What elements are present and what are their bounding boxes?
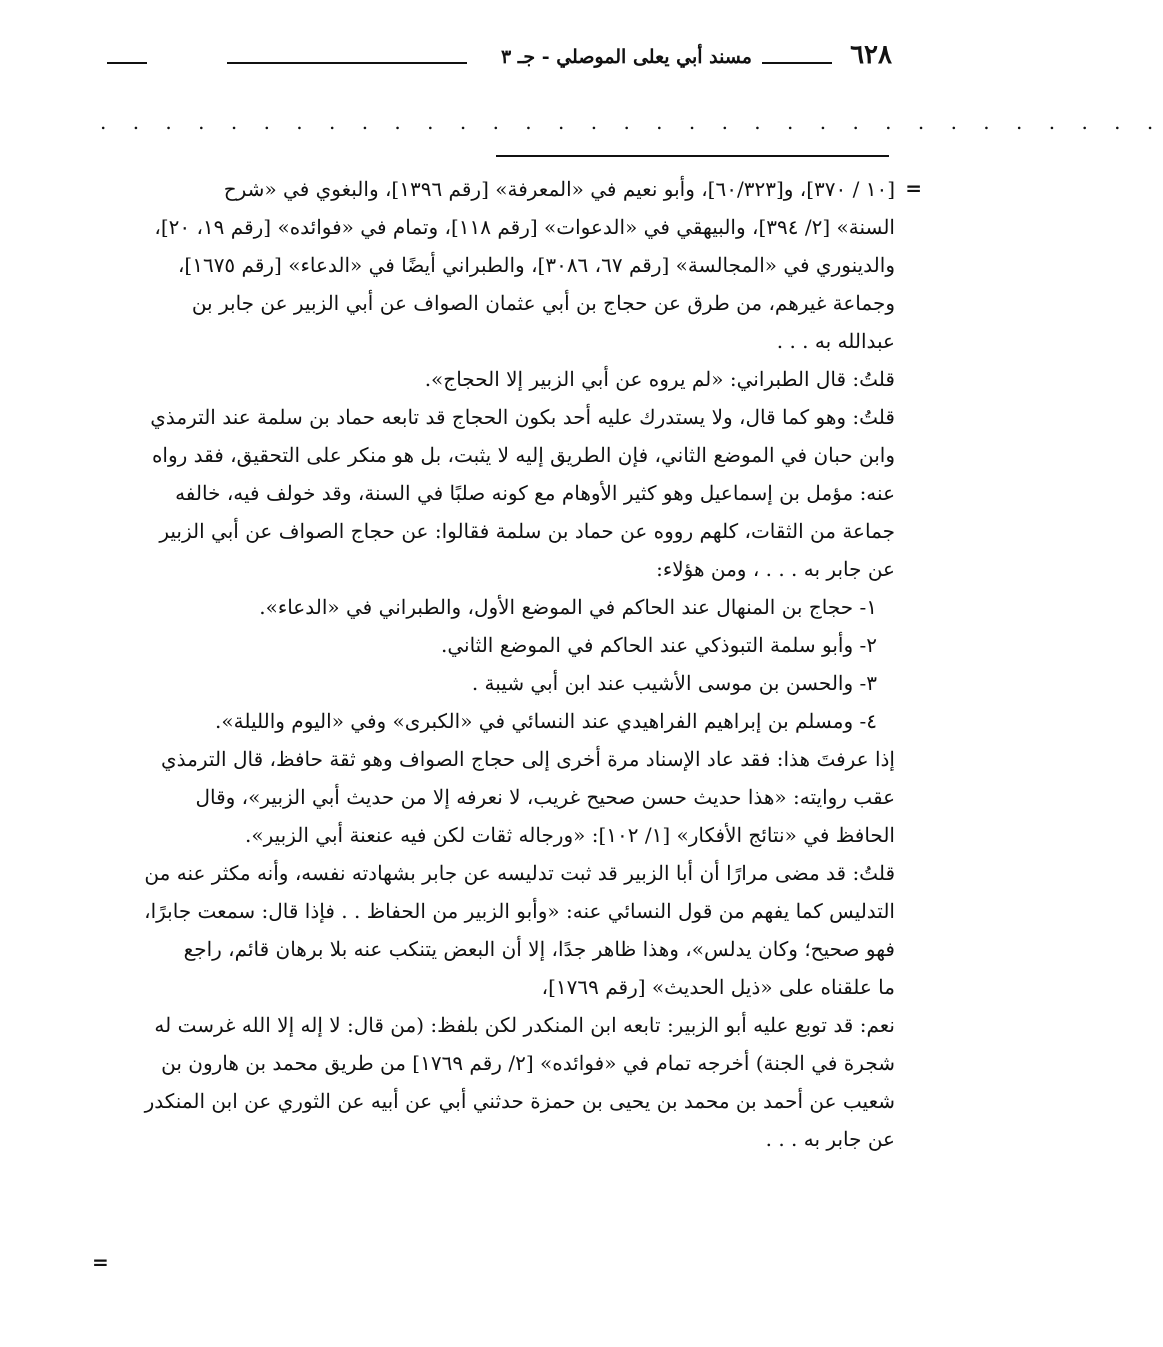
text-line: فهو صحيح؛ وكان يدلس»، وهذا ظاهر جدًا، إلا أن البعض يتنكب عنه بلا برهان قائم، راجع <box>183 937 895 961</box>
text-line: والدينوري في «المجالسة» [رقم ٦٧، ٣٠٨٦]، والطبراني أيضًا في «الدعاء» [رقم ١٦٧٥]، <box>177 253 895 277</box>
footnote-body <box>85 170 895 1158</box>
list-item: ٢- وأبو سلمة التبوذكي عند الحاكم في الموضع الثاني. <box>440 633 877 657</box>
text-line: عبدالله به . . . <box>776 329 895 353</box>
text-line: نعم: قد توبع عليه أبو الزبير: تابعه ابن المنكدر لكن بلفظ: (من قال: لا إله إلا الله غرست له <box>154 1013 895 1037</box>
text-line: عن جابر به . . . <box>765 1127 895 1151</box>
list-item: ٤- ومسلم بن إبراهيم الفراهيدي عند النسائي في «الكبرى» وفي «اليوم والليلة». <box>215 709 877 733</box>
text-line: [١٠ / ٣٧٠]، و[٦٠/٣٢٣]، وأبو نعيم في «المعرفة» [رقم ١٣٩٦]، والبغوي في «شرح <box>223 177 895 201</box>
text-line: شعيب عن أحمد بن محمد بن يحيى بن حمزة حدثني أبي عن أبيه عن الثوري عن ابن المنكدر <box>144 1089 895 1113</box>
text-line: وابن حبان في الموضع الثاني، فإن الطريق إليه لا يثبت، بل هو منكر على التحقيق، فقد رواه <box>151 443 895 467</box>
text-line: وجماعة غيرهم، من طرق عن حجاج بن أبي عثمان الصواف عن أبي الزبير عن جابر بن <box>191 291 895 315</box>
text-line: عقب روايته: «هذا حديث حسن صحيح غريب، لا نعرفه إلا من حديث أبي الزبير»، وقال <box>195 785 895 809</box>
text-line: عن جابر به . . . ، ومن هؤلاء: <box>656 557 895 581</box>
text-line: عنه: مؤمل بن إسماعيل وهو كثير الأوهام مع كونه صلبًا في السنة، وقد خولف فيه، خالفه <box>175 481 895 505</box>
text-line: ما علقناه على «ذيل الحديث» [رقم ١٧٦٩]، <box>541 975 895 999</box>
text-line: السنة» [٢/ ٣٩٤]، والبيهقي في «الدعوات» [رقم ١١٨]، وتمام في «فوائده» [رقم ١٩، ٢٠]، <box>154 215 895 239</box>
book-title: مسند أبي يعلى الموصلي - جـ ٣ <box>500 46 752 68</box>
continuation-mark-bottom: = <box>92 1250 109 1274</box>
text-line: التدليس كما يفهم من قول النسائي عنه: «وأبو الزبير من الحفاظ . . فإذا قال: سمعت جابرًا، <box>144 899 895 923</box>
text-line: شجرة في الجنة) أخرجه تمام في «فوائده» [٢/ رقم ١٧٦٩] من طريق محمد بن هارون بن <box>161 1051 895 1075</box>
text-line: الحافظ في «نتائج الأفكار» [١/ ١٠٢]: «ورجاله ثقات لكن فيه عنعنة أبي الزبير». <box>245 823 895 847</box>
footnote-rule <box>496 155 889 157</box>
list-item: ١- حجاج بن المنهال عند الحاكم في الموضع الأول، والطبراني في «الدعاء». <box>259 595 877 619</box>
text-line: قلتُ: قال الطبراني: «لم يروه عن أبي الزبير إلا الحجاج». <box>424 367 895 391</box>
page-header <box>80 40 892 80</box>
header-rule <box>107 62 147 64</box>
header-rule <box>762 62 832 64</box>
text-line: قلتُ: قد مضى مرارًا أن أبا الزبير قد ثبت تدليسه عن جابر بشهادته نفسه، وأنه مكثر عنه من <box>144 861 895 885</box>
list-item: ٣- والحسن بن موسى الأشيب عند ابن أبي شيبة . <box>471 671 877 695</box>
text-line: جماعة من الثقات، كلهم رووه عن حماد بن سلمة فقالوا: عن حجاج الصواف عن أبي الزبير <box>159 519 895 543</box>
separator-dots: . . . . . . . . . . . . . . . . . . . . . . . . . . . . . . . . . <box>100 110 1163 134</box>
header-rule <box>227 62 467 64</box>
continuation-mark-top: = <box>905 176 922 200</box>
page-number: ٦٢٨ <box>850 40 892 70</box>
text-line: قلتُ: وهو كما قال، ولا يستدرك عليه أحد بكون الحجاج قد تابعه حماد بن سلمة عند الترمذي <box>150 405 895 429</box>
text-line: إذا عرفتَ هذا: فقد عاد الإسناد مرة أخرى إلى حجاج الصواف وهو ثقة حافظ، قال الترمذي <box>161 747 895 771</box>
